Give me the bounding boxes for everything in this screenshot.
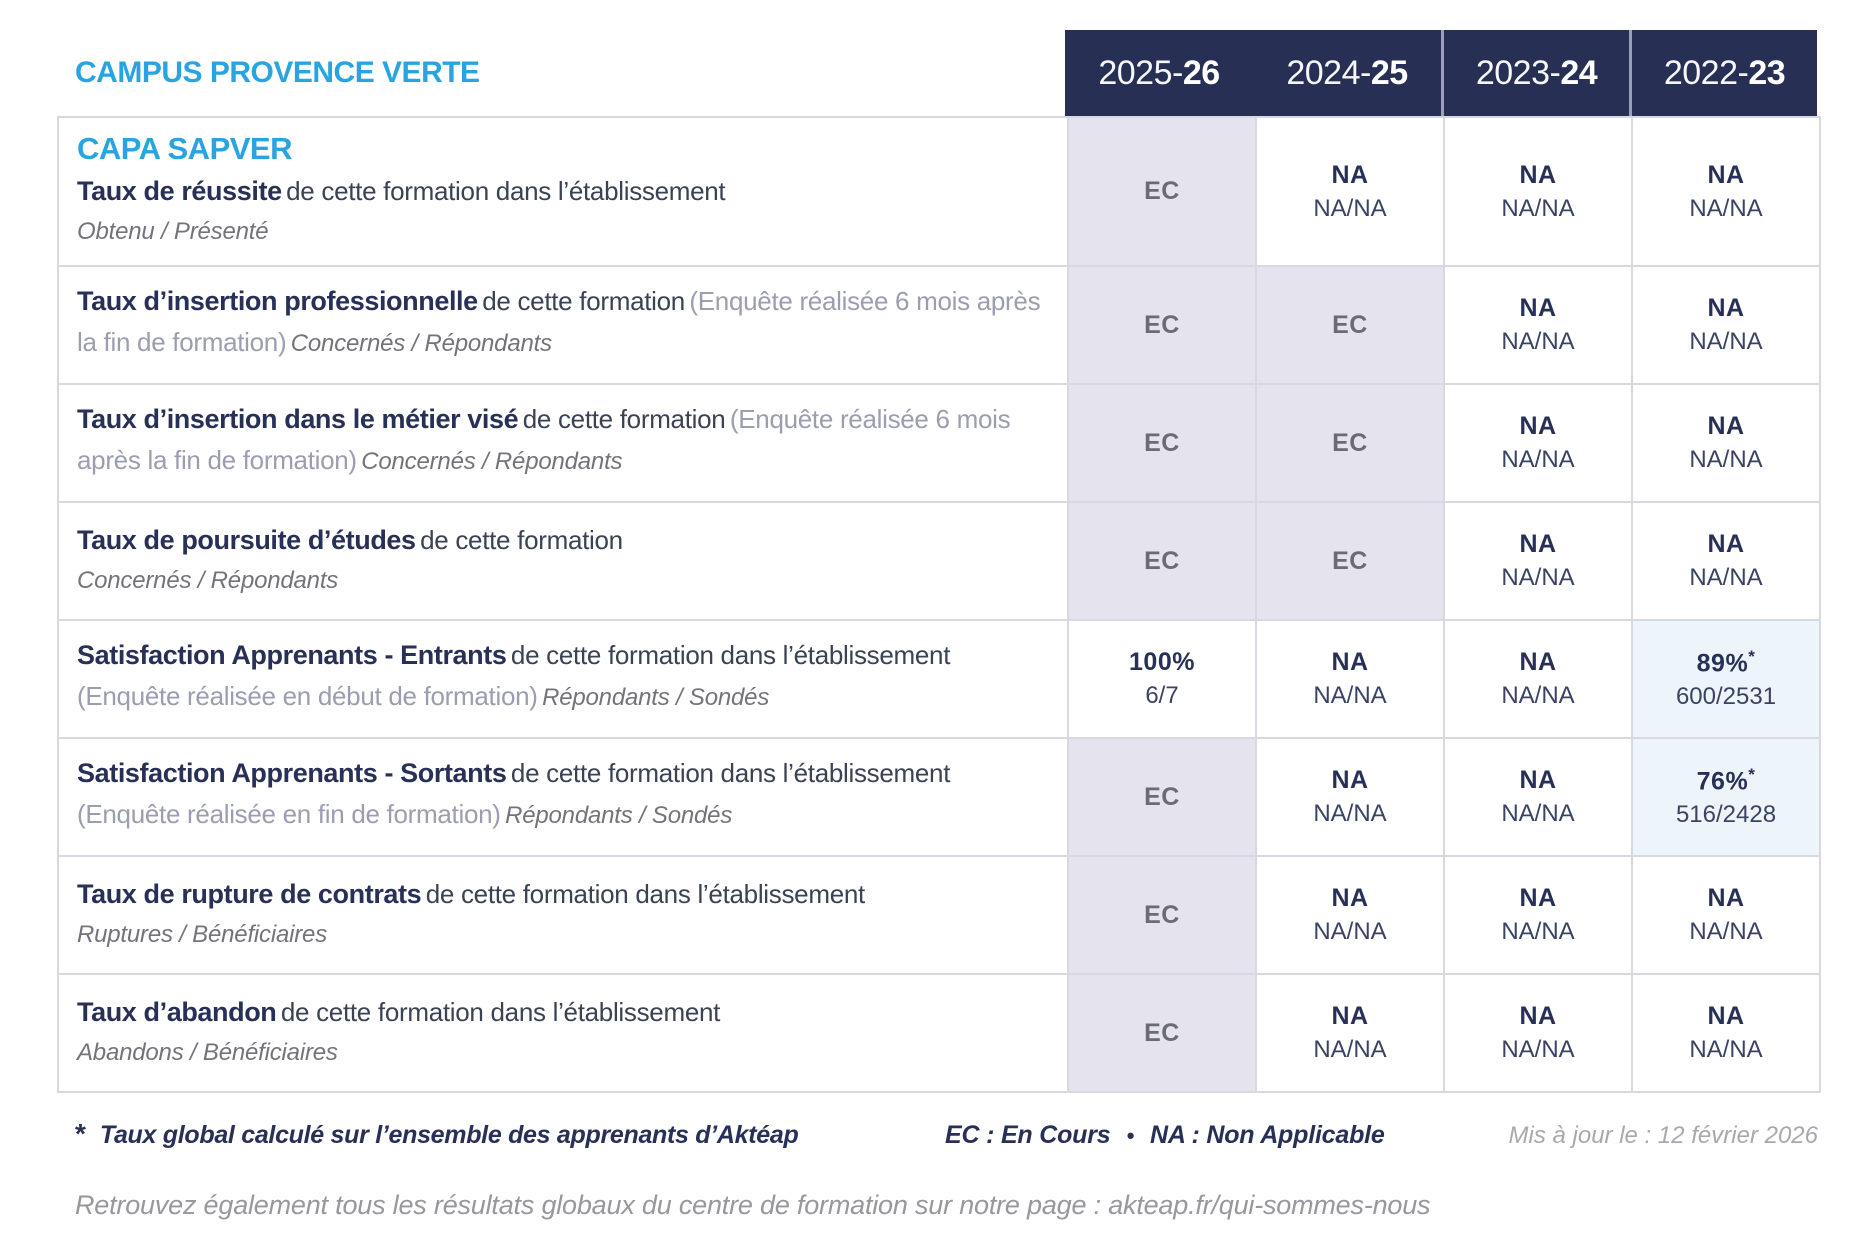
- table-cell: [1067, 855, 1255, 973]
- cell-value: EC: [1144, 310, 1180, 339]
- metric-desc: de cette formation: [420, 524, 623, 555]
- footnote-star: *: [75, 1118, 86, 1149]
- row-label-text: [77, 637, 1047, 719]
- metric-title: Satisfaction Apprenants - Sortants: [77, 758, 507, 788]
- metric-title: Taux d’insertion professionnelle: [77, 286, 478, 316]
- cell-value: EC: [1144, 1018, 1180, 1047]
- table-cell-highlight: [1631, 619, 1819, 737]
- metric-desc: de cette formation dans l’établissement: [425, 878, 865, 909]
- table-cell: [1255, 619, 1443, 737]
- year-light: 2025-: [1098, 53, 1183, 92]
- cell-value: [1697, 765, 1756, 796]
- legend-ec: EC : En Cours: [945, 1121, 1111, 1149]
- cell-value: NA: [1707, 160, 1745, 189]
- metric-sub: Obtenu / Présenté: [77, 218, 269, 245]
- table-cell: [1443, 855, 1631, 973]
- cell-value: [1697, 647, 1756, 678]
- metric-sub: Ruptures / Bénéficiaires: [77, 920, 327, 948]
- cell-value: NA: [1519, 160, 1557, 189]
- cell-value: EC: [1332, 310, 1368, 339]
- table-cell: [1443, 619, 1631, 737]
- column-header-2022-23: [1629, 30, 1817, 116]
- metric-paren: (Enquête réalisée en fin de formation): [77, 799, 501, 829]
- cell-subvalue: NA/NA: [1501, 918, 1575, 945]
- cell-value: NA: [1519, 648, 1557, 676]
- cell-subvalue: NA/NA: [1501, 328, 1575, 355]
- row-label-text: [77, 401, 1047, 483]
- metric-desc: de cette formation: [482, 286, 685, 316]
- last-updated: Mis à jour le : 12 février 2026: [1508, 1122, 1818, 1149]
- cell-subvalue: NA/NA: [1689, 1036, 1763, 1063]
- table-cell: [1255, 737, 1443, 855]
- cell-value: NA: [1519, 412, 1557, 440]
- table-cell: [1067, 973, 1255, 1091]
- cell-subvalue: NA/NA: [1689, 446, 1763, 473]
- year-bold: 25: [1370, 53, 1408, 92]
- cell-subvalue: NA/NA: [1313, 682, 1387, 709]
- cell-subvalue: NA/NA: [1501, 682, 1575, 709]
- row-label-abandon: [59, 973, 1067, 1091]
- cell-value: NA: [1331, 766, 1369, 794]
- cell-value: EC: [1144, 782, 1180, 811]
- cell-subvalue: NA/NA: [1689, 918, 1763, 945]
- table-cell: [1255, 855, 1443, 973]
- column-header-2025-26: [1065, 30, 1253, 116]
- metric-sub: Répondants / Sondés: [542, 684, 770, 711]
- table-cell: [1631, 118, 1819, 265]
- cell-percent: 89%: [1696, 649, 1749, 678]
- table-cell: [1631, 501, 1819, 619]
- year-bold: 26: [1182, 53, 1220, 92]
- year-bold: 24: [1560, 53, 1598, 92]
- table-cell: [1255, 383, 1443, 501]
- metric-desc: de cette formation dans l’établissement: [510, 758, 951, 788]
- cell-subvalue: NA/NA: [1501, 446, 1575, 473]
- table-cell: [1255, 265, 1443, 383]
- metric-sub: Concernés / Répondants: [361, 448, 623, 475]
- table-cell: [1067, 383, 1255, 501]
- metric-sub: Abandons / Bénéficiaires: [77, 1038, 338, 1066]
- cell-value: NA: [1331, 160, 1369, 189]
- metric-sub: Concernés / Répondants: [77, 566, 339, 594]
- metric-paren: (Enquête réalisée 6 mois après la fin de formation): [77, 286, 1041, 357]
- row-label-text: [77, 876, 1047, 953]
- metric-title: Satisfaction Apprenants - Entrants: [77, 640, 507, 670]
- table-cell: [1443, 501, 1631, 619]
- cell-value: NA: [1519, 766, 1557, 794]
- cell-subvalue: NA/NA: [1313, 800, 1387, 827]
- legend-na: NA : Non Applicable: [1149, 1121, 1385, 1149]
- table-header: [57, 30, 1817, 116]
- table-cell: [1443, 265, 1631, 383]
- cell-subvalue: 516/2428: [1675, 801, 1777, 829]
- metric-desc: de cette formation: [522, 404, 726, 434]
- results-table: [57, 116, 1821, 1093]
- cell-subvalue: NA/NA: [1313, 918, 1387, 945]
- cell-value: EC: [1332, 546, 1368, 575]
- cell-subvalue: NA/NA: [1501, 800, 1575, 827]
- table-cell: [1443, 737, 1631, 855]
- cell-value: EC: [1144, 546, 1180, 575]
- bottom-note: Retrouvez également tous les résultats globaux du centre de formation sur notre page : akteap.fr/qui-sommes-nous: [75, 1190, 1431, 1220]
- table-cell: [1255, 501, 1443, 619]
- table-cell: [1443, 973, 1631, 1091]
- row-label-text: [77, 755, 1047, 837]
- metric-title: Taux d’abandon: [77, 996, 277, 1027]
- cell-subvalue: NA/NA: [1689, 194, 1763, 222]
- cell-value: NA: [1331, 1002, 1369, 1030]
- metric-title: Taux de poursuite d’études: [77, 524, 416, 555]
- year-bold: 23: [1748, 53, 1786, 92]
- metric-title: Taux d’insertion dans le métier visé: [77, 404, 519, 434]
- metric-desc: de cette formation dans l’établissement: [280, 996, 721, 1027]
- cell-subvalue: NA/NA: [1501, 194, 1575, 222]
- campus-title: CAMPUS PROVENCE VERTE: [75, 56, 480, 89]
- cell-value: NA: [1519, 1002, 1557, 1030]
- metric-paren: (Enquête réalisée 6 mois après la fin de formation): [77, 404, 1011, 475]
- cell-subvalue: NA/NA: [1501, 564, 1575, 591]
- legend: [945, 1121, 1385, 1150]
- cell-subvalue: NA/NA: [1313, 194, 1387, 222]
- cell-subvalue: NA/NA: [1313, 1036, 1387, 1063]
- cell-value: NA: [1707, 1002, 1745, 1030]
- cell-value: NA: [1519, 884, 1557, 912]
- footnote-marker: *: [1748, 646, 1756, 666]
- metric-desc: de cette formation dans l’établissement: [286, 176, 726, 206]
- table-cell: [1067, 619, 1255, 737]
- metric-desc: de cette formation dans l’établissement: [510, 640, 951, 670]
- cell-subvalue: 600/2531: [1675, 683, 1777, 711]
- row-label-text: [77, 173, 1047, 250]
- row-label-poursuite-etudes: [59, 501, 1067, 619]
- year-light: 2024-: [1286, 53, 1371, 92]
- cell-value: NA: [1331, 884, 1369, 912]
- table-cell: [1067, 265, 1255, 383]
- table-cell: [1067, 737, 1255, 855]
- footnote-marker: *: [1748, 764, 1756, 784]
- cell-value: EC: [1144, 177, 1180, 205]
- table-cell: [1255, 118, 1443, 265]
- cell-value: NA: [1331, 648, 1369, 676]
- table-cell: [1631, 855, 1819, 973]
- row-label-text: [77, 522, 1047, 599]
- row-label-text: [77, 283, 1047, 365]
- row-label-text: [77, 994, 1047, 1071]
- campus-header-cell: [57, 30, 1065, 116]
- footnote-text: Taux global calculé sur l’ensemble des apprenants d’Aktéap: [99, 1121, 799, 1149]
- metric-title: Taux de rupture de contrats: [77, 878, 422, 909]
- cell-value: NA: [1707, 412, 1745, 440]
- row-label-insertion-metier-vise: [59, 383, 1067, 501]
- metric-paren: (Enquête réalisée en début de formation): [77, 681, 538, 711]
- cell-value: NA: [1707, 294, 1745, 322]
- table-cell: [1631, 265, 1819, 383]
- cell-value: EC: [1332, 428, 1368, 457]
- table-cell: [1631, 973, 1819, 1091]
- row-label-taux-de-reussite: [59, 118, 1067, 265]
- program-title: CAPA SAPVER: [77, 131, 292, 166]
- cell-value: NA: [1707, 884, 1745, 912]
- cell-subvalue: 6/7: [1145, 682, 1179, 709]
- row-label-rupture-contrats: [59, 855, 1067, 973]
- table-cell: [1443, 383, 1631, 501]
- column-header-2024-25: [1253, 30, 1441, 116]
- cell-value: NA: [1519, 294, 1557, 322]
- cell-value: EC: [1144, 900, 1180, 929]
- table-cell-highlight: [1631, 737, 1819, 855]
- cell-subvalue: NA/NA: [1689, 564, 1763, 591]
- cell-value: EC: [1144, 428, 1180, 457]
- year-light: 2022-: [1663, 53, 1749, 92]
- legend-bullet: •: [1126, 1123, 1134, 1148]
- metric-title: Taux de réussite: [77, 176, 282, 206]
- table-cell: [1067, 501, 1255, 619]
- row-label-satisfaction-sortants: [59, 737, 1067, 855]
- row-label-insertion-professionnelle: [59, 265, 1067, 383]
- table-cell: [1255, 973, 1443, 1091]
- cell-subvalue: NA/NA: [1501, 1036, 1575, 1063]
- cell-value: NA: [1707, 530, 1745, 558]
- column-header-2023-24: [1441, 30, 1629, 116]
- cell-subvalue: NA/NA: [1689, 328, 1763, 355]
- metric-sub: Répondants / Sondés: [505, 802, 733, 829]
- table-cell: [1631, 383, 1819, 501]
- cell-value: 100%: [1129, 648, 1195, 676]
- cell-percent: 76%: [1696, 767, 1749, 796]
- table-cell: [1443, 118, 1631, 265]
- year-light: 2023-: [1475, 53, 1561, 92]
- cell-value: NA: [1519, 530, 1557, 558]
- row-label-satisfaction-entrants: [59, 619, 1067, 737]
- table-cell: [1067, 118, 1255, 265]
- metric-sub: Concernés / Répondants: [290, 330, 552, 357]
